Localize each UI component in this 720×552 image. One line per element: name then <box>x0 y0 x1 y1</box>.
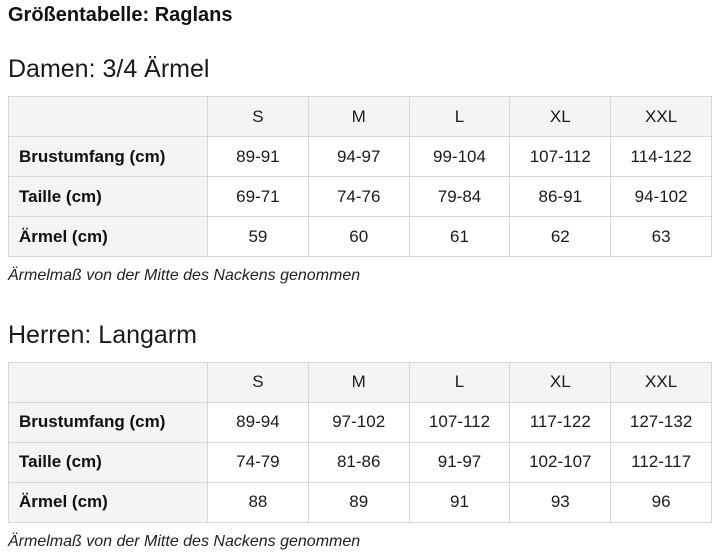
size-table-damen <box>8 96 712 257</box>
section-heading-damen: Damen: 3/4 Ärmel <box>8 55 210 83</box>
col-header-l: L <box>409 362 510 402</box>
col-header-xxl: XXL <box>611 97 712 137</box>
col-header-m: M <box>308 97 409 137</box>
col-header-l: L <box>409 97 510 137</box>
table-row <box>9 442 712 482</box>
cell: 81-86 <box>308 442 409 482</box>
cell: 69-71 <box>208 177 309 217</box>
row-label-brustumfang: Brustumfang (cm) <box>9 137 208 177</box>
table-header-row <box>9 362 712 402</box>
section-heading-herren: Herren: Langarm <box>8 321 197 350</box>
cell: 61 <box>409 217 510 257</box>
cell: 74-76 <box>308 177 409 217</box>
cell: 89-91 <box>208 137 309 177</box>
cell: 102-107 <box>510 442 611 482</box>
table-header-row <box>9 97 712 137</box>
row-label-brustumfang: Brustumfang (cm) <box>9 402 208 442</box>
size-table-herren <box>8 362 712 523</box>
table-row <box>9 402 712 442</box>
cell: 60 <box>308 217 409 257</box>
cell: 94-102 <box>611 177 712 217</box>
cell: 107-112 <box>409 402 510 442</box>
cell: 63 <box>611 217 712 257</box>
cell: 91-97 <box>409 442 510 482</box>
cell: 117-122 <box>510 402 611 442</box>
cell: 96 <box>611 482 712 522</box>
cell: 97-102 <box>308 402 409 442</box>
col-header-s: S <box>208 97 309 137</box>
col-header-m: M <box>308 362 409 402</box>
cell: 74-79 <box>208 442 309 482</box>
cell: 99-104 <box>409 137 510 177</box>
cell: 94-97 <box>308 137 409 177</box>
cell: 127-132 <box>611 402 712 442</box>
table-row <box>9 482 712 522</box>
corner-cell <box>9 97 208 137</box>
cell: 59 <box>208 217 309 257</box>
cell: 86-91 <box>510 177 611 217</box>
sleeve-measure-note-herren: Ärmelmaß von der Mitte des Nackens genommen <box>8 532 361 550</box>
col-header-xl: XL <box>510 362 611 402</box>
cell: 89 <box>308 482 409 522</box>
col-header-xl: XL <box>510 97 611 137</box>
cell: 114-122 <box>611 137 712 177</box>
cell: 107-112 <box>510 137 611 177</box>
row-label-taille: Taille (cm) <box>9 442 208 482</box>
page-title: Größentabelle: Raglans <box>8 4 233 26</box>
table-row <box>9 217 712 257</box>
section-herren <box>8 320 712 551</box>
col-header-s: S <box>208 362 309 402</box>
col-header-xxl: XXL <box>611 362 712 402</box>
cell: 91 <box>409 482 510 522</box>
cell: 62 <box>510 217 611 257</box>
section-damen <box>8 54 712 286</box>
cell: 79-84 <box>409 177 510 217</box>
sleeve-measure-note-damen: Ärmelmaß von der Mitte des Nackens genommen <box>8 267 361 285</box>
corner-cell <box>9 362 208 402</box>
row-label-taille: Taille (cm) <box>9 177 208 217</box>
row-label-aermel: Ärmel (cm) <box>9 482 208 522</box>
table-row <box>9 177 712 217</box>
cell: 112-117 <box>611 442 712 482</box>
cell: 93 <box>510 482 611 522</box>
cell: 88 <box>208 482 309 522</box>
row-label-aermel: Ärmel (cm) <box>9 217 208 257</box>
table-row <box>9 137 712 177</box>
cell: 89-94 <box>208 402 309 442</box>
